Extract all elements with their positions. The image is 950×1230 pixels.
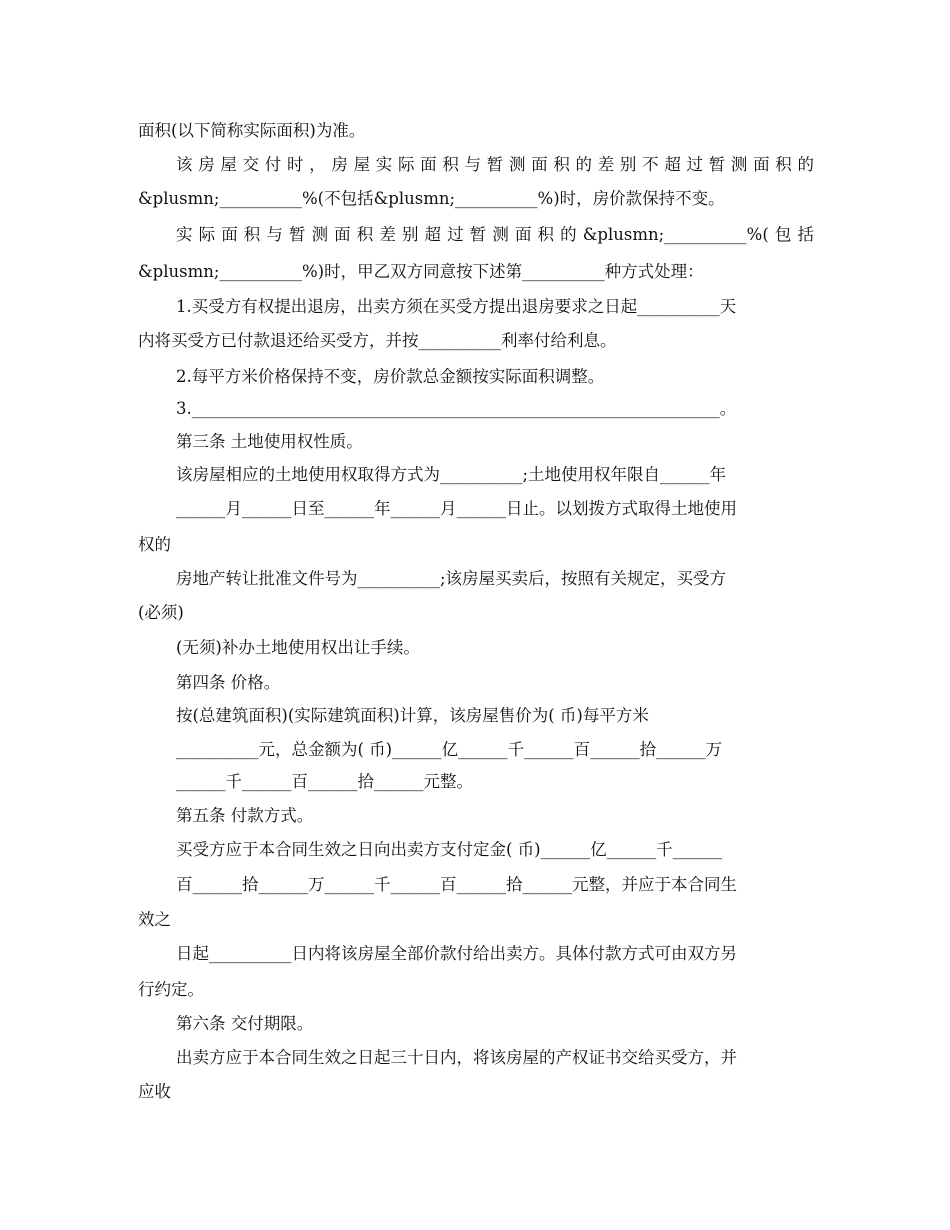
- text-line: ______千______百______拾______元整。: [176, 772, 473, 791]
- text-line: 内将买受方已付款退还给买受方，并按__________利率付给利息。: [138, 331, 617, 350]
- text-line: 该房屋相应的土地使用权取得方式为__________;土地使用权年限自______年: [176, 465, 727, 484]
- text-line: ______月______日至______年______月______日止。以划拨方式取得土地使用: [176, 499, 737, 518]
- section-heading: 第四条 价格。: [176, 673, 281, 692]
- text-line: (无须)补办土地使用权出让手续。: [176, 638, 420, 657]
- section-heading: 第三条 土地使用权性质。: [176, 432, 363, 451]
- text-line: 出卖方应于本合同生效之日起三十日内，将该房屋的产权证书交给买受方，并: [176, 1048, 737, 1067]
- text-line: 应收: [138, 1082, 171, 1101]
- text-line: 按(总建筑面积)(实际建筑面积)计算，该房屋售价为( 币)每平方米: [176, 706, 649, 725]
- text-line: 百______拾______万______千______百______拾______元整，并应于本合同生: [176, 875, 737, 894]
- section-heading: 第六条 交付期限。: [176, 1014, 314, 1033]
- text-line: 2.每平方米价格保持不变，房价款总金额按实际面积调整。: [176, 367, 605, 386]
- text-line: 权的: [138, 535, 171, 554]
- section-heading: 第五条 付款方式。: [176, 806, 314, 825]
- text-line: 效之: [138, 910, 171, 929]
- text-line: 买受方应于本合同生效之日向出卖方支付定金( 币)______亿______千______: [176, 840, 723, 859]
- text-line: 日起__________日内将该房屋全部价款付给出卖方。具体付款方式可由双方另: [176, 944, 737, 963]
- text-line: 3.________________________________________________________________。: [176, 399, 737, 418]
- text-line: 1.买受方有权提出退房，出卖方须在买受方提出退房要求之日起__________天: [176, 297, 737, 316]
- text-line: 实际面积与暂测面积差别超过暂测面积的&plusmn;__________%(包括: [176, 225, 814, 244]
- text-line: (必须): [138, 603, 184, 622]
- text-line: 房地产转让批准文件号为__________;该房屋买卖后，按照有关规定，买受方: [176, 569, 727, 588]
- text-line: &plusmn;__________%)时，甲乙双方同意按下述第__________种方式处理：: [138, 262, 704, 281]
- text-line: 该房屋交付时，房屋实际面积与暂测面积的差别不超过暂测面积的: [176, 155, 814, 174]
- text-line: 行约定。: [138, 980, 204, 999]
- text-line: 面积(以下简称实际面积)为准。: [138, 121, 366, 140]
- text-line: &plusmn;__________%(不包括&plusmn;__________%)时，房价款保持不变。: [138, 189, 725, 208]
- text-line: __________元，总金额为( 币)______亿______千______百______拾______万: [176, 740, 723, 759]
